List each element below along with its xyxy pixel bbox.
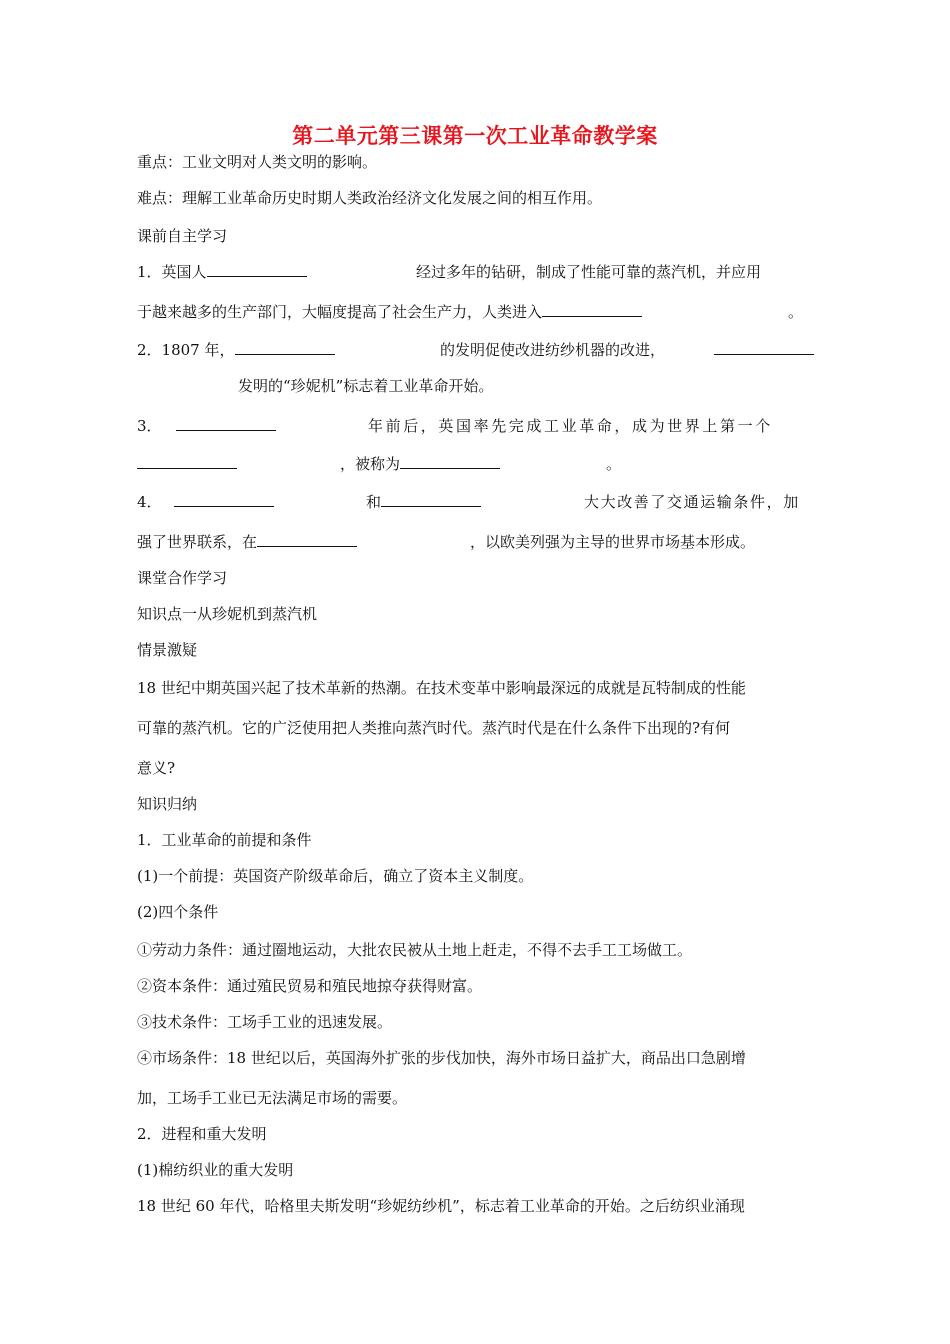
list-item: ②资本条件：通过殖民贸易和殖民地掠夺获得财富。 (137, 977, 483, 995)
q4-line2 (137, 532, 357, 552)
q2-prefix: 2．1807 年， (137, 341, 235, 359)
list-item: (1)一个前提：英国资产阶级革命后，确立了资本主义制度。 (137, 867, 534, 885)
section-pre-study: 课前自主学习 (137, 227, 228, 245)
q3-text-2: ，被称为 (340, 455, 401, 473)
list-item: (1)棉纺织业的重大发明 (137, 1161, 294, 1179)
scene-text-line: 18 世纪中期英国兴起了技术革新的热潮。在技术变革中影响最深远的成就是瓦特制成的性能 (137, 679, 746, 697)
list-item: 加，工场手工业已无法满足市场的需要。 (137, 1089, 408, 1107)
q4-prefix: 4． (137, 493, 162, 511)
list-item: 2．进程和重大发明 (137, 1125, 267, 1143)
page-title: 第二单元第三课第一次工业革命教学案 (292, 124, 658, 148)
q1-prefix: 1．英国人 (137, 263, 207, 281)
q3-blank-1 (176, 416, 276, 431)
q2-start (137, 340, 335, 360)
q2-text-2: 发明的“珍妮机”标志着工业革命开始。 (238, 377, 494, 395)
q1-start (137, 262, 307, 282)
q4-text-3: ，以欧美列强为主导的世界市场基本形成。 (470, 533, 756, 551)
q1-line2 (137, 302, 642, 322)
q3-line2 (340, 454, 500, 474)
q4-blank-3 (257, 532, 357, 547)
q4-text-2: 强了世界联系，在 (137, 533, 258, 551)
list-item: ④市场条件：18 世纪以后，英国海外扩张的步伐加快，海外市场日益扩大，商品出口急剧增 (137, 1049, 746, 1067)
list-item: 18 世纪 60 年代，哈格里夫斯发明“珍妮纺纱机”，标志着工业革命的开始。之后纺织业涌现 (137, 1197, 745, 1215)
q1-text-2: 于越来越多的生产部门，大幅度提高了社会生产力，人类进入 (137, 303, 543, 321)
q4-blank-1 (174, 492, 274, 507)
q3-start (137, 416, 276, 436)
q3-end: 。 (606, 455, 622, 473)
scene-heading: 情景激疑 (137, 641, 198, 659)
q1-blank-2 (542, 302, 642, 317)
q4-blank-2 (381, 492, 481, 507)
q4-start (137, 492, 274, 512)
difficulty: 难点：理解工业革命历史时期人类政治经济文化发展之间的相互作用。 (137, 189, 603, 207)
q3-text: 年前后，英国率先完成工业革命，成为世界上第一个 (368, 417, 773, 435)
q3-prefix: 3． (137, 417, 162, 435)
q2-text: 的发明促使改进纺纱机器的改进， (440, 341, 666, 359)
q2-blank-1 (235, 340, 335, 355)
q3-blank-2-wrap (137, 454, 237, 474)
q2-blank-2-wrap (714, 340, 814, 360)
q1-text: 经过多年的钻研，制成了性能可靠的蒸汽机，并应用 (416, 263, 762, 281)
list-item: 1．工业革命的前提和条件 (137, 831, 312, 849)
q4-and (366, 492, 481, 512)
q1-end: 。 (788, 303, 804, 321)
q3-blank-2 (137, 454, 237, 469)
key-point: 重点：工业文明对人类文明的影响。 (137, 153, 378, 171)
section-class-study: 课堂合作学习 (137, 569, 228, 587)
q3-blank-3 (400, 454, 500, 469)
scene-text-line: 意义? (137, 759, 176, 777)
q4-text: 大大改善了交通运输条件，加 (584, 493, 800, 511)
list-item: ①劳动力条件：通过圈地运动，大批农民被从土地上赶走，不得不去手工工场做工。 (137, 941, 693, 959)
summary-heading: 知识归纳 (137, 795, 198, 813)
scene-text-line: 可靠的蒸汽机。它的广泛使用把人类推向蒸汽时代。蒸汽时代是在什么条件下出现的?有何 (137, 719, 731, 737)
q4-and-text: 和 (366, 493, 382, 511)
knowledge-point-1: 知识点一从珍妮机到蒸汽机 (137, 605, 318, 623)
list-item: ③技术条件：工场手工业的迅速发展。 (137, 1013, 393, 1031)
q2-blank-2 (714, 340, 814, 355)
q1-blank-1 (207, 262, 307, 277)
list-item: (2)四个条件 (137, 903, 219, 921)
